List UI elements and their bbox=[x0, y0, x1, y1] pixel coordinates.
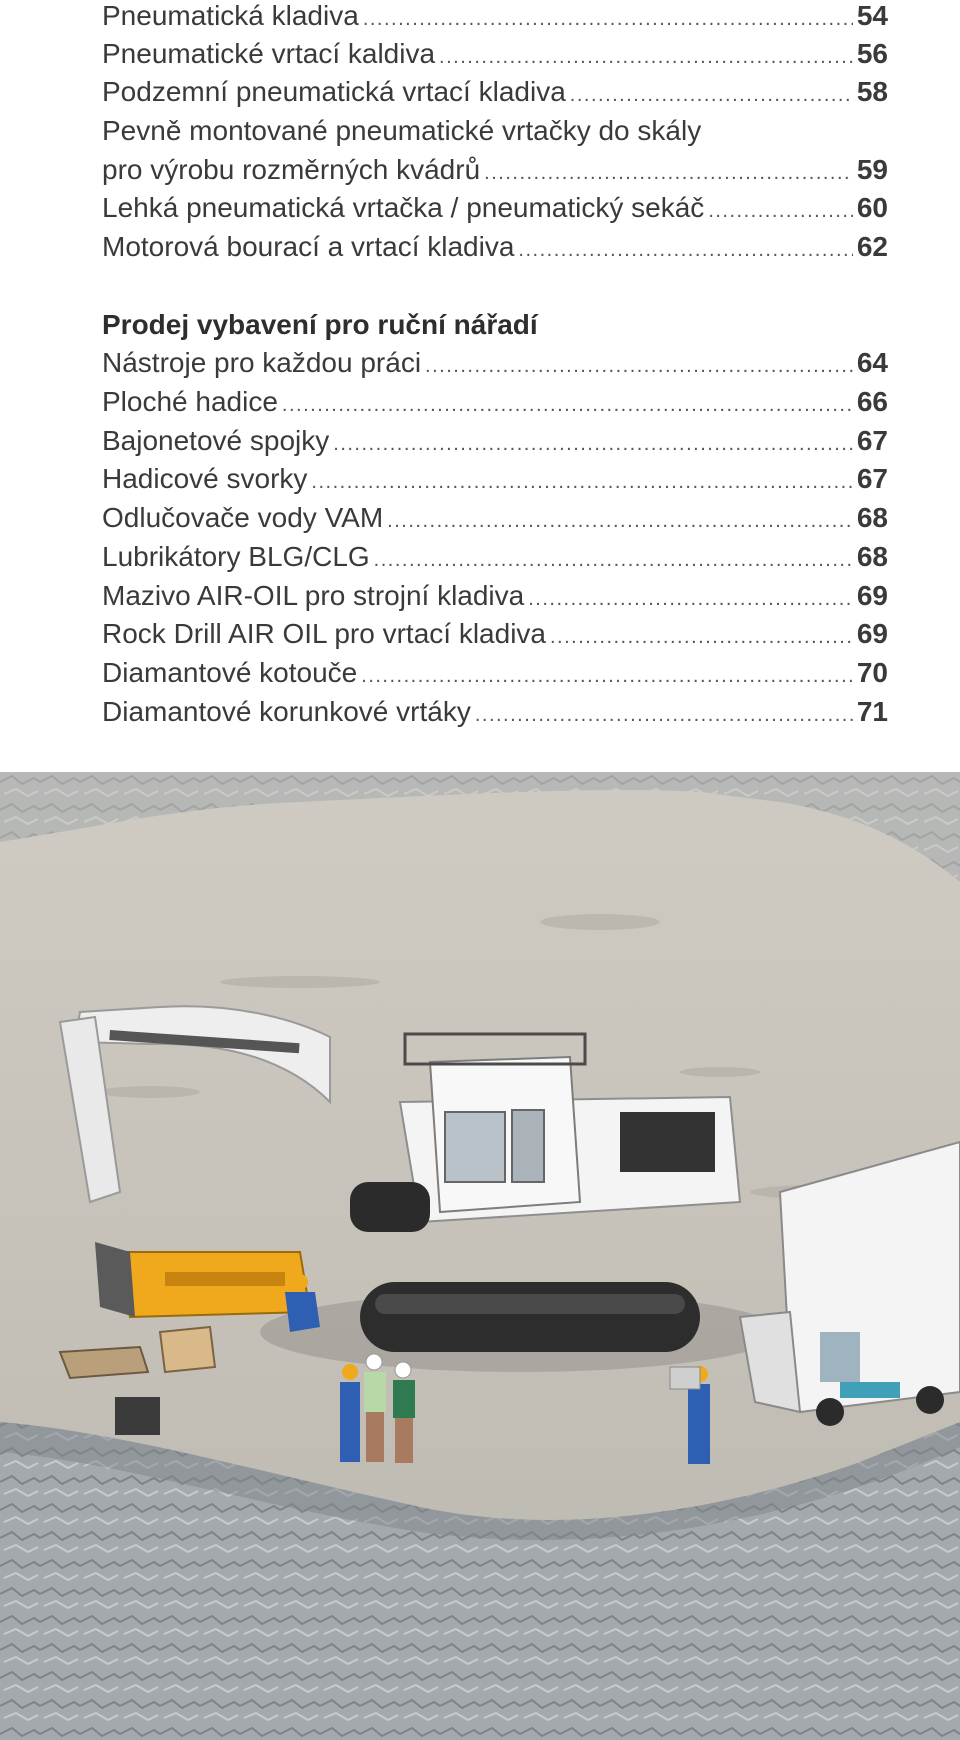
excavator-counterweight-dark bbox=[350, 1182, 430, 1232]
dot-leader bbox=[333, 425, 853, 463]
toc-entry-page: 58 bbox=[856, 76, 888, 107]
toc-entry[interactable] bbox=[102, 344, 888, 382]
dot-leader bbox=[374, 541, 853, 579]
toc-entry-wrapped-line[interactable]: Pevně montované pneumatické vrtačky do skály bbox=[102, 115, 702, 146]
toc-entry-label: Hadicové svorky bbox=[102, 463, 308, 494]
toc-entry[interactable] bbox=[102, 228, 888, 266]
dot-leader bbox=[528, 580, 853, 618]
dot-leader bbox=[484, 154, 853, 192]
dot-leader bbox=[708, 192, 853, 230]
cab-window-side bbox=[512, 1110, 544, 1182]
hydraulic-hammer bbox=[95, 1242, 310, 1317]
toc-entry[interactable] bbox=[102, 151, 888, 189]
toc-entry-label: Bajonetové spojky bbox=[102, 425, 330, 456]
toc-entry[interactable] bbox=[102, 460, 888, 498]
toc-entry-label: pro výrobu rozměrných kvádrů bbox=[102, 154, 481, 185]
toc-entry-page: 68 bbox=[856, 502, 888, 533]
toc-entry-label: Podzemní pneumatická vrtací kladiva bbox=[102, 76, 566, 107]
toc-entry[interactable] bbox=[102, 35, 888, 73]
dot-leader bbox=[363, 0, 853, 38]
dot-leader bbox=[518, 231, 852, 269]
toc-entry-page: 64 bbox=[856, 347, 888, 378]
toc-entry[interactable] bbox=[102, 654, 888, 692]
dot-leader bbox=[550, 618, 853, 656]
toc-entry-label: Pneumatická kladiva bbox=[102, 0, 359, 31]
toc-entry-label: Pneumatické vrtací kaldiva bbox=[102, 38, 436, 69]
dot-leader bbox=[439, 38, 853, 76]
toc-entry-label: Lubrikátory BLG/CLG bbox=[102, 541, 370, 572]
dot-leader bbox=[387, 502, 853, 540]
toc-entry-page: 68 bbox=[856, 541, 888, 572]
toc-entry-page: 69 bbox=[856, 580, 888, 611]
toc-entry[interactable] bbox=[102, 577, 888, 615]
toc-entry[interactable] bbox=[102, 0, 888, 35]
toc-entry[interactable] bbox=[102, 189, 888, 227]
toc-entry-label: Ploché hadice bbox=[102, 386, 278, 417]
toc-entry-label: Lehká pneumatická vrtačka / pneumatický sekáč bbox=[102, 192, 705, 223]
toc-entry-page: 71 bbox=[856, 696, 888, 727]
dot-leader bbox=[425, 347, 853, 385]
toc-entry-label: Nástroje pro každou práci bbox=[102, 347, 422, 378]
toc-entry-page: 66 bbox=[856, 386, 888, 417]
toc-entry-label: Diamantové korunkové vrtáky bbox=[102, 696, 471, 727]
toc-entry-page: 67 bbox=[856, 425, 888, 456]
toc-entry-label: Rock Drill AIR OIL pro vrtací kladiva bbox=[102, 618, 546, 649]
track-plate bbox=[375, 1294, 685, 1314]
toc-entry-label: Motorová bourací a vrtací kladiva bbox=[102, 231, 515, 262]
toc-entry-page: 69 bbox=[856, 618, 888, 649]
toc-entry[interactable] bbox=[102, 422, 888, 460]
dot-leader bbox=[361, 657, 853, 695]
toc-entry[interactable] bbox=[102, 73, 888, 111]
toc-entry[interactable] bbox=[102, 499, 888, 537]
excavator-track bbox=[360, 1282, 700, 1352]
dot-leader bbox=[282, 386, 853, 424]
cab-window bbox=[445, 1112, 505, 1182]
toc-entry[interactable] bbox=[102, 538, 888, 576]
toc-entry-page: 67 bbox=[856, 463, 888, 494]
section-heading: Prodej vybavení pro ruční nářadí bbox=[102, 309, 538, 340]
dot-leader bbox=[475, 696, 853, 734]
toc-entry-label: Odlučovače vody VAM bbox=[102, 502, 384, 533]
toc-entry-page: 70 bbox=[856, 657, 888, 688]
toc-entry-page: 60 bbox=[856, 192, 888, 223]
quarry-illustration bbox=[0, 772, 960, 1740]
toc-entry[interactable] bbox=[102, 383, 888, 421]
dot-leader bbox=[311, 463, 852, 501]
toc-entry-page: 62 bbox=[856, 231, 888, 262]
toc-entry[interactable] bbox=[102, 693, 888, 731]
toc-entry-page: 56 bbox=[856, 38, 888, 69]
toc-entry[interactable] bbox=[102, 615, 888, 653]
toc-entry-label: Mazivo AIR-OIL pro strojní kladiva bbox=[102, 580, 525, 611]
toc-entry-page: 59 bbox=[856, 154, 888, 185]
dot-leader bbox=[570, 76, 853, 114]
toc-entry-page: 54 bbox=[856, 0, 888, 31]
engine-grille bbox=[620, 1112, 715, 1172]
toc-entry-label: Diamantové kotouče bbox=[102, 657, 358, 688]
